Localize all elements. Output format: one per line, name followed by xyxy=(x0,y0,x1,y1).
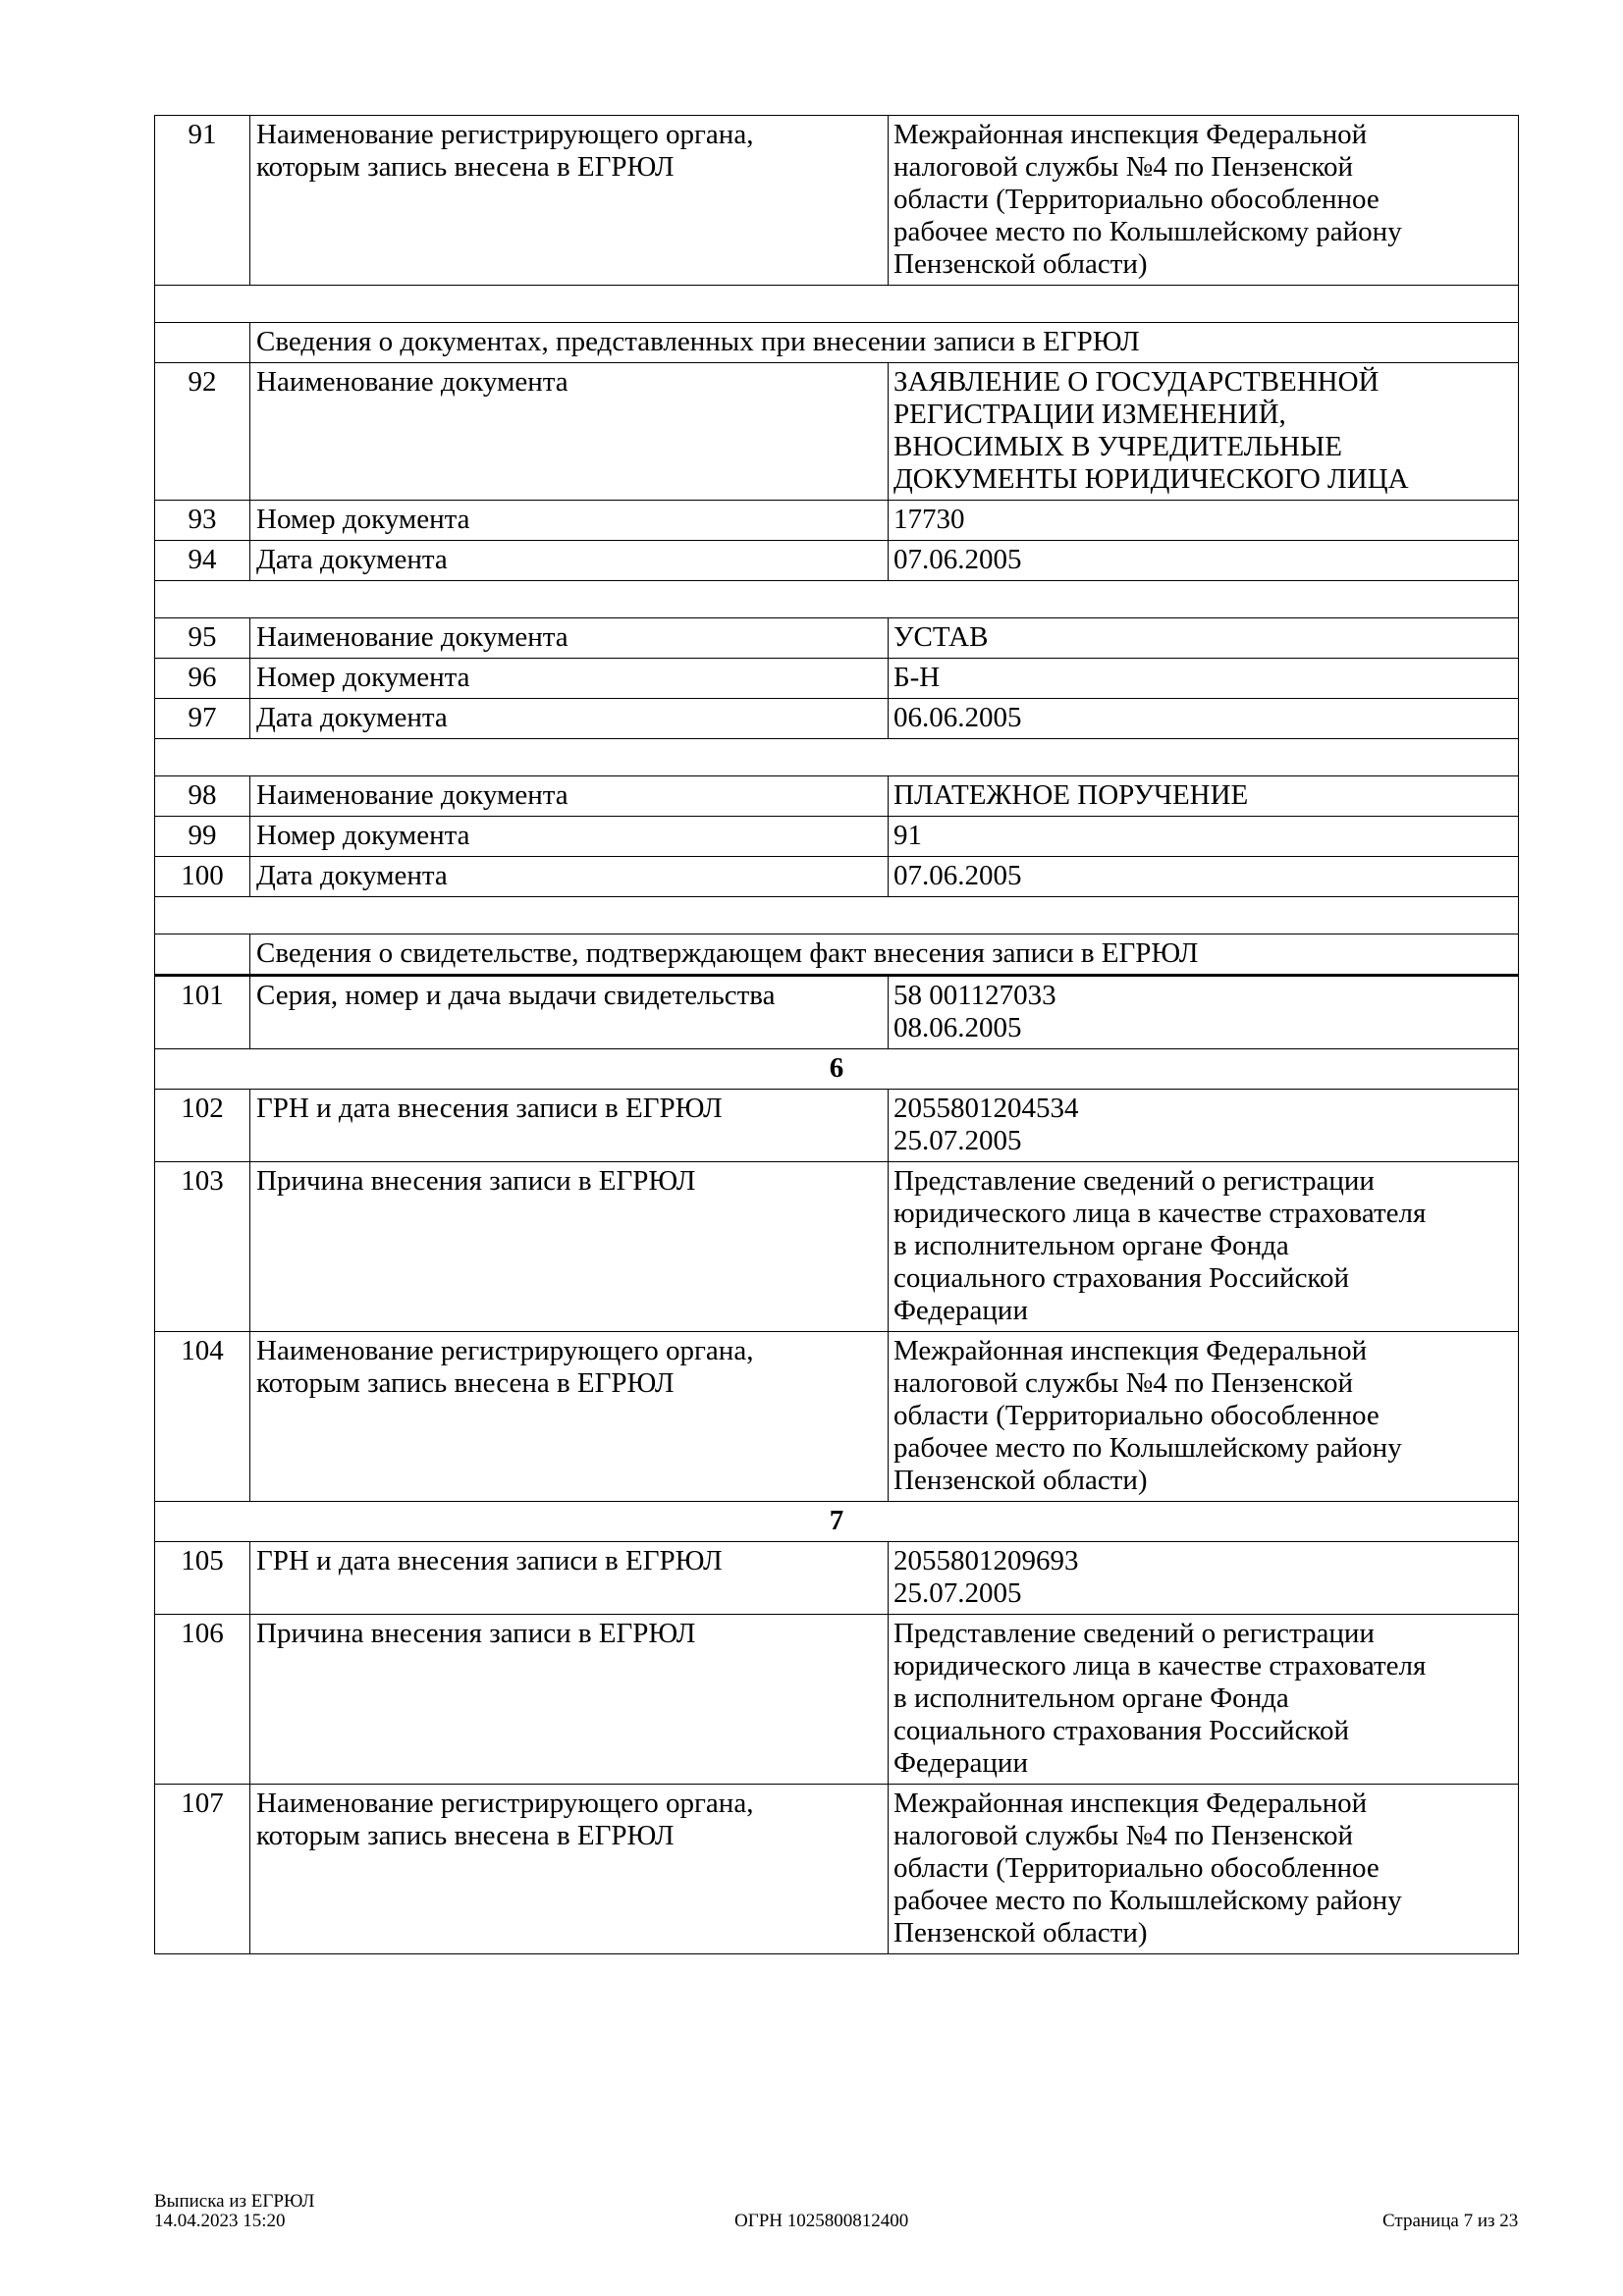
field-label: Наименование документа xyxy=(250,618,889,659)
table-row xyxy=(155,363,1519,501)
row-number: 95 xyxy=(155,618,250,659)
empty-separator-row xyxy=(155,581,1519,618)
record-group-number: 6 xyxy=(155,1049,1519,1090)
field-label: Дата документа xyxy=(250,541,889,581)
field-value: Межрайонная инспекция Федеральной налоговой службы №4 по Пензенской области (Территориально обособленное рабочее место по Колышлейскому району Пензенской области) xyxy=(889,1332,1519,1502)
row-number: 98 xyxy=(155,776,250,817)
table-row xyxy=(155,618,1519,659)
field-value: Межрайонная инспекция Федеральной налоговой службы №4 по Пензенской области (Территориально обособленное рабочее место по Колышлейскому району Пензенской области) xyxy=(889,116,1519,286)
field-value: 2055801204534 25.07.2005 xyxy=(889,1090,1519,1162)
table-row xyxy=(155,1615,1519,1785)
field-value: Б-Н xyxy=(889,659,1519,699)
record-group-row xyxy=(155,1502,1519,1542)
field-label: Серия, номер и дача выдачи свидетельства xyxy=(250,976,889,1049)
record-group-number: 7 xyxy=(155,1502,1519,1542)
field-label: Дата документа xyxy=(250,699,889,739)
empty-cell xyxy=(155,286,1519,323)
row-number: 96 xyxy=(155,659,250,699)
table-row xyxy=(155,817,1519,857)
table-row xyxy=(155,1090,1519,1162)
empty-separator-row xyxy=(155,897,1519,934)
field-label: Наименование документа xyxy=(250,363,889,501)
table-row xyxy=(155,501,1519,541)
field-label: Наименование регистрирующего органа, которым запись внесена в ЕГРЮЛ xyxy=(250,1332,889,1502)
field-value: Представление сведений о регистрации юридического лица в качестве страхователя в исполнительном органе Фонда социального страхования Российской Федерации xyxy=(889,1615,1519,1785)
table-row xyxy=(155,699,1519,739)
table-row xyxy=(155,976,1519,1049)
field-label: Наименование документа xyxy=(250,776,889,817)
row-number: 93 xyxy=(155,501,250,541)
field-value: 58 001127033 08.06.2005 xyxy=(889,976,1519,1049)
row-number: 103 xyxy=(155,1162,250,1332)
section-header-row xyxy=(155,323,1519,363)
field-label: Причина внесения записи в ЕГРЮЛ xyxy=(250,1615,889,1785)
table-row xyxy=(155,116,1519,286)
field-value: УСТАВ xyxy=(889,618,1519,659)
empty-cell xyxy=(155,897,1519,934)
table-row xyxy=(155,857,1519,897)
field-label: Наименование регистрирующего органа, которым запись внесена в ЕГРЮЛ xyxy=(250,1785,889,1954)
field-value: 06.06.2005 xyxy=(889,699,1519,739)
row-number: 94 xyxy=(155,541,250,581)
empty-separator-row xyxy=(155,739,1519,776)
section-title: Сведения о документах, представленных при внесении записи в ЕГРЮЛ xyxy=(250,323,1519,363)
section-number-cell xyxy=(155,323,250,363)
field-label: Номер документа xyxy=(250,817,889,857)
footer-ogrn: ОГРН 1025800812400 xyxy=(734,2211,909,2231)
footer-datetime: 14.04.2023 15:20 xyxy=(154,2211,286,2231)
field-value: ПЛАТЕЖНОЕ ПОРУЧЕНИЕ xyxy=(889,776,1519,817)
row-number: 99 xyxy=(155,817,250,857)
table-row xyxy=(155,1332,1519,1502)
table-row xyxy=(155,1785,1519,1954)
egrul-extract-table xyxy=(154,115,1519,1954)
field-label: ГРН и дата внесения записи в ЕГРЮЛ xyxy=(250,1090,889,1162)
section-header-row xyxy=(155,934,1519,976)
field-value: 2055801209693 25.07.2005 xyxy=(889,1542,1519,1615)
field-label: Номер документа xyxy=(250,659,889,699)
row-number: 100 xyxy=(155,857,250,897)
row-number: 107 xyxy=(155,1785,250,1954)
row-number: 106 xyxy=(155,1615,250,1785)
row-number: 102 xyxy=(155,1090,250,1162)
record-group-row xyxy=(155,1049,1519,1090)
table-row xyxy=(155,1542,1519,1615)
section-number-cell xyxy=(155,934,250,976)
table-row xyxy=(155,541,1519,581)
row-number: 101 xyxy=(155,976,250,1049)
field-value: 07.06.2005 xyxy=(889,541,1519,581)
row-number: 104 xyxy=(155,1332,250,1502)
field-value: Межрайонная инспекция Федеральной налоговой службы №4 по Пензенской области (Территориально обособленное рабочее место по Колышлейскому району Пензенской области) xyxy=(889,1785,1519,1954)
field-value: 07.06.2005 xyxy=(889,857,1519,897)
field-label: Дата документа xyxy=(250,857,889,897)
empty-cell xyxy=(155,581,1519,618)
row-number: 92 xyxy=(155,363,250,501)
field-value: 91 xyxy=(889,817,1519,857)
table-row xyxy=(155,659,1519,699)
footer-left xyxy=(154,2192,314,2231)
field-label: Наименование регистрирующего органа, которым запись внесена в ЕГРЮЛ xyxy=(250,116,889,286)
empty-separator-row xyxy=(155,286,1519,323)
table-body xyxy=(155,116,1519,1954)
field-label: Номер документа xyxy=(250,501,889,541)
section-title: Сведения о свидетельстве, подтверждающем факт внесения записи в ЕГРЮЛ xyxy=(250,934,1519,976)
footer-page-number: Страница 7 из 23 xyxy=(1382,2211,1519,2231)
table-row xyxy=(155,776,1519,817)
field-label: ГРН и дата внесения записи в ЕГРЮЛ xyxy=(250,1542,889,1615)
empty-cell xyxy=(155,739,1519,776)
field-value: ЗАЯВЛЕНИЕ О ГОСУДАРСТВЕННОЙ РЕГИСТРАЦИИ ИЗМЕНЕНИЙ, ВНОСИМЫХ В УЧРЕДИТЕЛЬНЫЕ ДОКУМЕНТЫ ЮРИДИЧЕСКОГО ЛИЦА xyxy=(889,363,1519,501)
field-value: 17730 xyxy=(889,501,1519,541)
row-number: 91 xyxy=(155,116,250,286)
footer-doc-title: Выписка из ЕГРЮЛ xyxy=(154,2191,315,2212)
row-number: 105 xyxy=(155,1542,250,1615)
table-row xyxy=(155,1162,1519,1332)
row-number: 97 xyxy=(155,699,250,739)
field-label: Причина внесения записи в ЕГРЮЛ xyxy=(250,1162,889,1332)
field-value: Представление сведений о регистрации юридического лица в качестве страхователя в исполнительном органе Фонда социального страхования Российской Федерации xyxy=(889,1162,1519,1332)
